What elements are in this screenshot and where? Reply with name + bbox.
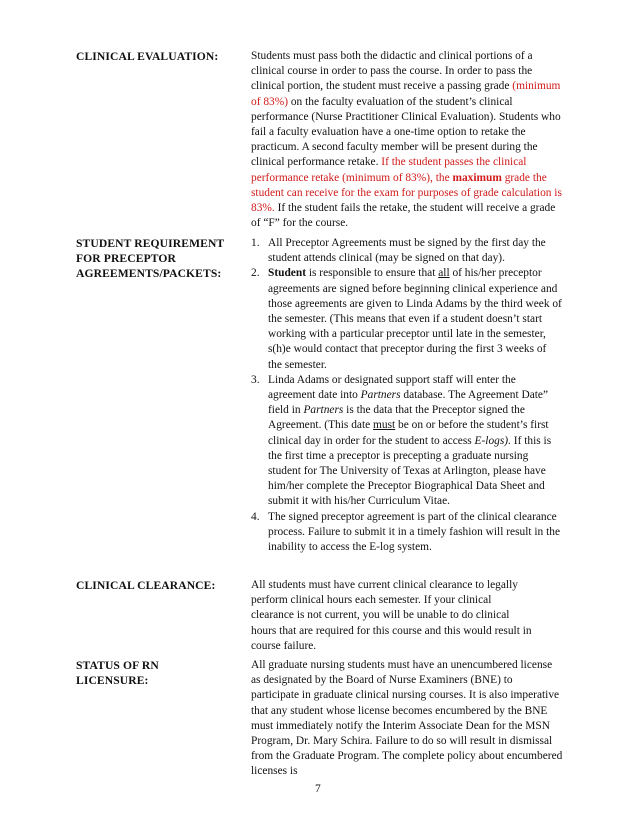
text-span: If this is the first time a preceptor is precepting a graduate nursing student for The University of Texas at Arlington, please have him/her complete the Preceptor Biographical Data Sheet and submit it with his/her Curriculum Vitae. xyxy=(268,434,552,508)
list-item-text: All Preceptor Agreements must be signed by the first day the student attends clinical (may be signed on that day). xyxy=(268,237,546,265)
list-item-text: The signed preceptor agreement is part of the clinical clearance process. Failure to submit it in a timely fashion will result in the inability to access the E-log system. xyxy=(268,510,561,554)
rn-licensure-paragraph: All graduate nursing students must have an unencumbered license as designated by the Board of Nurse Examiners (BNE) to participate in graduate clinical nursing courses. It is also imperative that any student whose license becomes encumbered by the BNE must immediately notify the Interim Associate Dean for the MSN Program, Dr. Mary Schira. Failure to do so will result in dismissal from the Graduate Program. The complete policy about encumbered licenses is xyxy=(251,659,563,778)
text-span: of his/her preceptor agreements are signed before beginning clinical experience and those agreements are given to Linda Adams by the third week of the semester. (This means that even if a student doesn’t start working with a particular preceptor until late in the semester, s(h)e would contact that preceptor during the first 3 weeks of the semester. xyxy=(268,267,562,371)
red-text: grade the student can receive for the exam for purposes of grade calculation is 83%. xyxy=(251,171,562,215)
clinical-evaluation-paragraph xyxy=(251,49,563,231)
list-item xyxy=(251,266,563,372)
italic-text: Partners xyxy=(303,404,344,417)
red-bold-text: maximum xyxy=(452,171,502,184)
section-label-clinical-evaluation: CLINICAL EVALUATION: xyxy=(76,50,219,63)
list-item xyxy=(251,236,563,266)
list-number: 1. xyxy=(251,237,260,249)
list-item xyxy=(251,510,563,556)
bold-text: Student xyxy=(268,267,306,280)
text-span: database. The Agreement Date” field in xyxy=(268,389,549,417)
text-span: Students must pass both the didactic and clinical portions of a clinical course in order to pass the course. In order to pass the clinical portion, the student must receive a passing grade xyxy=(251,50,533,93)
underlined-text: must xyxy=(373,419,396,432)
red-text: If the student passes the clinical performance retake (minimum of 83%), the xyxy=(251,156,527,184)
section-label-preceptor: STUDENT REQUIREMENT FOR PRECEPTOR AGREEMENTS/PACKETS: xyxy=(76,237,225,281)
italic-text: E-logs). xyxy=(474,434,511,447)
text-span: is responsible to ensure that xyxy=(305,267,439,280)
section-body-preceptor xyxy=(251,236,563,555)
text-span: Linda Adams or designated support staff will enter the agreement date into xyxy=(268,373,516,402)
section-body-clinical-clearance xyxy=(251,578,533,654)
text-span: If the student fails the retake, the student will receive a grade of “F” for the course. xyxy=(251,202,556,230)
section-body-clinical-evaluation xyxy=(251,49,563,231)
text-span: be on or before the student’s first clinical day in order for the student to access xyxy=(268,419,549,447)
list-number: 4. xyxy=(251,510,260,523)
preceptor-list xyxy=(251,236,563,555)
text-span: on the faculty evaluation of the student’s clinical performance (Nurse Practitioner Clinical Evaluation). Students who fail a faculty evaluation have a one-time option to retake the practicum. A second faculty member will be present during the clinical performance retake. xyxy=(251,95,561,169)
section-label-rn-licensure: STATUS OF RN LICENSURE: xyxy=(76,659,159,688)
list-item xyxy=(251,373,563,510)
underlined-text: all xyxy=(438,267,450,280)
page-number: 7 xyxy=(315,783,321,795)
list-number: 2. xyxy=(251,267,260,280)
list-number: 3. xyxy=(251,373,260,386)
section-label-clinical-clearance: CLINICAL CLEARANCE: xyxy=(76,579,216,592)
text-span: is the data that the Preceptor signed the Agreement. (This date xyxy=(268,404,525,432)
section-body-rn-licensure xyxy=(251,658,563,780)
clinical-clearance-paragraph: All students must have current clinical clearance to legally perform clinical hours each semester. If your clinical clearance is not current, you will be unable to do clinical hours that are required for this course and this would result in course failure. xyxy=(251,579,532,652)
red-text: (minimum of 83%) xyxy=(251,80,561,108)
italic-text: Partners xyxy=(360,389,401,402)
